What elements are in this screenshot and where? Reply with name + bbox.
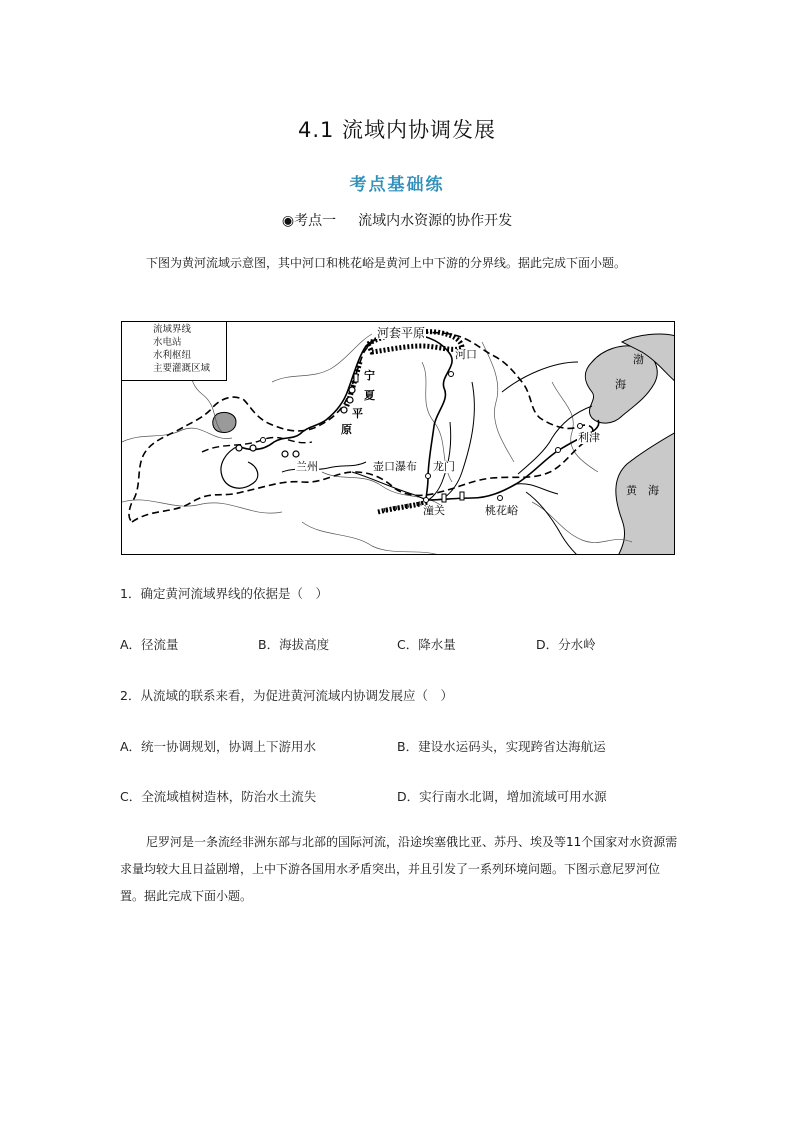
- label-lanzhou: 兰州: [296, 460, 318, 473]
- q2-option-b: B．建设水运码头，实现跨省达海航运: [397, 739, 606, 754]
- q1-option-b: B．海拔高度: [258, 637, 330, 652]
- label-yuan: 原: [341, 423, 352, 436]
- q2-option-c: C．全流域植树造林，防治水土流失: [120, 789, 317, 804]
- yellow-river: [238, 334, 599, 501]
- legend-irrigation: 主要灌溉区域: [153, 363, 211, 374]
- topic-title: 流域内水资源的协作开发: [358, 213, 513, 229]
- label-longmen: 龙门: [433, 460, 455, 473]
- q1-option-c: C．降水量: [397, 637, 456, 652]
- q1-option-a: A．径流量: [120, 637, 179, 652]
- question-2-stem: 2．从流域的联系来看，为促进黄河流域内协调发展应（ ）: [120, 688, 453, 703]
- label-taohuayu: 桃花峪: [485, 504, 518, 517]
- intro-paragraph-2: 尼罗河是一条流经非洲东部与北部的国际河流，沿途埃塞俄比亚、苏丹、埃及等11个国家对水资源需求量均较大且日益剧增，上中下游各国用水矛盾突出，并且引发了一系列环境问题。下图示意尼罗河位置。据此完成下面小题。: [120, 835, 678, 903]
- label-hukou: 壶口瀑布: [373, 460, 417, 473]
- intro-paragraph-1: 下图为黄河流域示意图，其中河口和桃花峪是黄河上中下游的分界线。据此完成下面小题。: [146, 256, 627, 270]
- section-subtitle: 考点基础练: [349, 175, 445, 195]
- legend-boundary: 流域界线: [153, 324, 192, 335]
- page-title: 4.1 流域内协调发展: [297, 118, 497, 142]
- label-ping: 平: [352, 407, 363, 420]
- q2-option-d: D．实行南水北调，增加流域可用水源: [397, 789, 607, 804]
- label-hekou: 河口: [455, 348, 477, 361]
- map-legend: [122, 322, 227, 381]
- weihe-irrigation: [378, 502, 428, 512]
- qinghai-lake: [213, 412, 236, 432]
- legend-hydro: 水电站: [153, 337, 182, 348]
- label-hetao: 河套平原: [377, 326, 426, 340]
- town-markers: [261, 369, 583, 503]
- label-bohai-1: 渤: [633, 353, 644, 366]
- topic-heading: [0, 210, 794, 230]
- label-tongguan: 潼关: [423, 504, 445, 517]
- legend-hub: 水利枢纽: [153, 350, 192, 361]
- southern-railway: [526, 492, 578, 555]
- label-huanghai: 黄 海: [626, 484, 659, 497]
- upper-river: [221, 446, 258, 488]
- q2-option-a: A．统一协调规划，协调上下游用水: [120, 739, 317, 754]
- question-1-stem: 1．确定黄河流域界线的依据是（ ）: [120, 586, 328, 601]
- hydro-stations: [236, 387, 355, 457]
- q1-option-d: D．分水岭: [536, 637, 596, 652]
- yellow-river-map: [121, 321, 675, 555]
- topic-prefix: ◉考点一: [281, 213, 337, 229]
- label-xia: 夏: [364, 389, 375, 402]
- label-bohai-2: 海: [615, 378, 626, 391]
- label-ning: 宁: [364, 369, 375, 382]
- label-lijin: 利津: [578, 431, 600, 444]
